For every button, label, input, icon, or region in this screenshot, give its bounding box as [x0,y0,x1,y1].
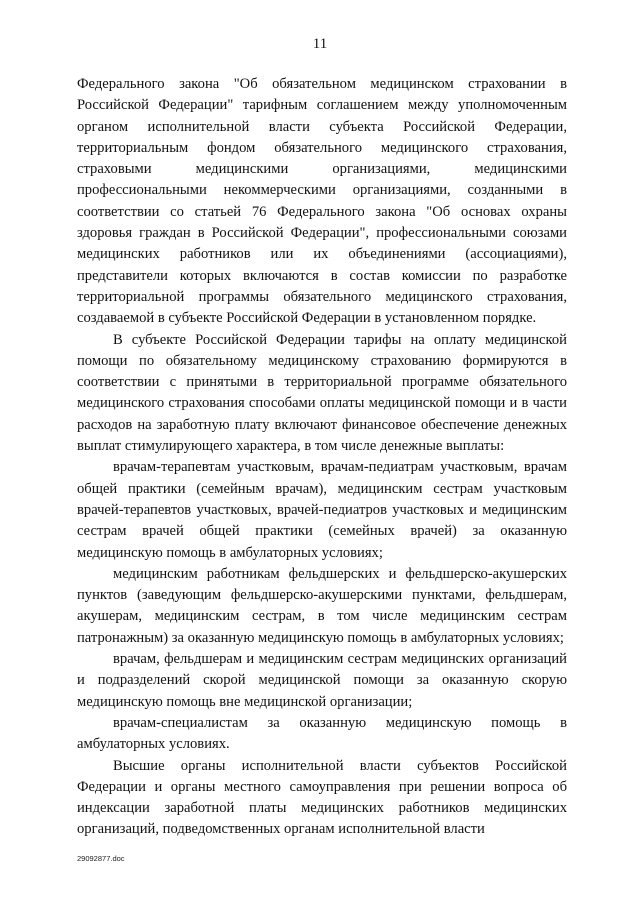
paragraph-list-item-district-doctors: врачам-терапевтам участковым, врачам-педиатрам участковым, врачам общей практики (семейным врачам), медицинским сестрам участковым врачей-терапевтов участковых, врачей-педиатров участковых и медицинским сестрам врачей общей практики (семейных врачей) за оказанную медицинскую помощь в амбулаторных условиях; [77,459,567,561]
document-body [77,74,567,841]
paragraph-list-item-emergency-staff: врачам, фельдшерам и медицинским сестрам медицинских организаций и подразделений скорой медицинской помощи за оказанную скорую медицинскую помощь вне медицинской организации; [77,651,567,710]
footer-filename: 29092877.doc [77,854,125,863]
paragraph-tariffs: В субъекте Российской Федерации тарифы на оплату медицинской помощи по обязательному медицинскому страхованию формируются в соответствии с принятыми в территориальной программе обязательного медицинского страхования способами оплаты медицинской помощи и в части расходов на заработную плату включают финансовое обеспечение денежных выплат стимулирующего характера, в том числе денежные выплаты: [77,331,567,455]
paragraph-continuation: Федерального закона "Об обязательном медицинском страховании в Российской Федерации" тарифным соглашением между уполномоченным органом исполнительной власти субъекта Российской Федерации, территориальным фондом обязательного медицинского страхования, страховыми медицинскими организациями, медицинскими профессиональными некоммерческими организациями, созданными в соответствии со статьей 76 Федерального закона "Об основах охраны здоровья граждан в Российской Федерации", профессиональными союзами медицинских работников или их объединениями (ассоциациями), представители которых включаются в состав комиссии по разработке территориальной программы обязательного медицинского страхования, создаваемой в субъекте Российской Федерации в установленном порядке. [77,76,567,327]
paragraph-list-item-feldsher-staff: медицинским работникам фельдшерских и фельдшерско-акушерских пунктов (заведующим фельдшерско-акушерскими пунктами, фельдшерам, акушерам, медицинским сестрам, в том числе медицинским сестрам патронажным) за оказанную медицинскую помощь в амбулаторных условиях; [77,565,567,646]
page-number: 11 [312,36,328,52]
paragraph-executive-bodies: Высшие органы исполнительной власти субъектов Российской Федерации и органы местного самоуправления при решении вопроса об индексации заработной платы медицинских работников медицинских организаций, подведомственных органам исполнительной власти [77,757,567,838]
paragraph-list-item-specialists: врачам-специалистам за оказанную медицинскую помощь в амбулаторных условиях. [77,714,567,753]
